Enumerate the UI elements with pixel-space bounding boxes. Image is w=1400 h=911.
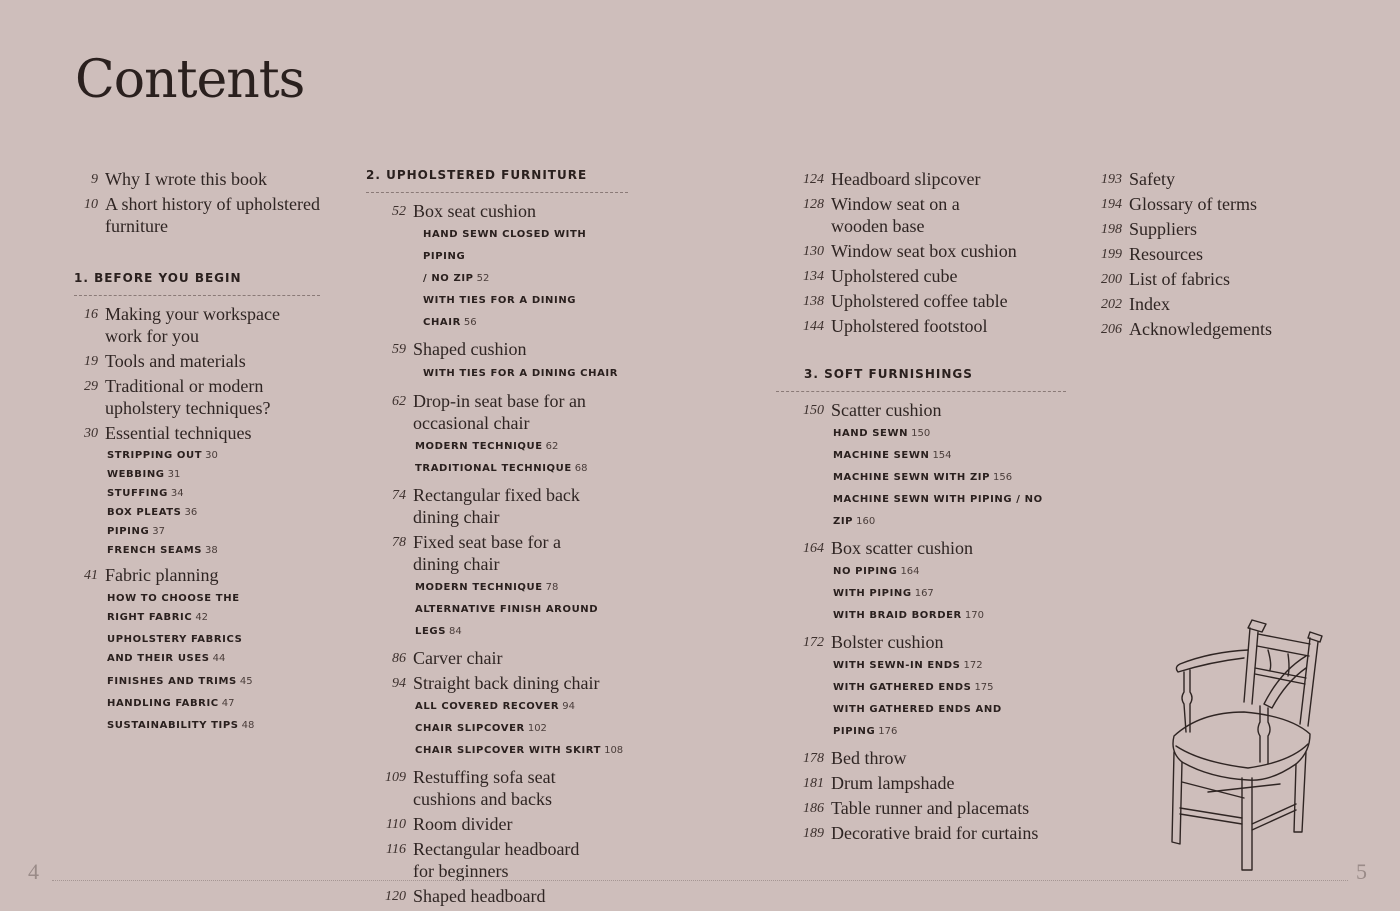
toc-entry[interactable] bbox=[48, 564, 320, 735]
toc-entry[interactable] bbox=[774, 747, 1066, 769]
toc-column-2 bbox=[366, 168, 628, 910]
entry-title: Restuffing sofa seat cushions and backs bbox=[413, 767, 556, 809]
subentry[interactable]: FINISHES AND TRIMS 45 bbox=[107, 676, 253, 687]
toc-entry[interactable] bbox=[48, 375, 320, 419]
page-number: 164 bbox=[803, 541, 824, 556]
subentry[interactable]: WITH SEWN-IN ENDS 172 bbox=[833, 660, 983, 671]
page-number: 94 bbox=[392, 676, 406, 691]
toc-entry[interactable] bbox=[774, 399, 1066, 533]
page-number: 9 bbox=[91, 172, 98, 187]
page-number: 186 bbox=[803, 801, 824, 816]
entry-title: Why I wrote this book bbox=[105, 169, 267, 189]
entry-title: Suppliers bbox=[1129, 219, 1198, 239]
subentry-list bbox=[831, 423, 1066, 533]
entry-title: Acknowledgements bbox=[1129, 319, 1272, 339]
toc-entry[interactable] bbox=[356, 390, 628, 480]
subentry[interactable]: ALL COVERED RECOVER 94 bbox=[415, 701, 575, 712]
page-number: 124 bbox=[803, 172, 824, 187]
section-heading: 1. BEFORE YOU BEGIN bbox=[74, 271, 320, 296]
toc-column-4 bbox=[1072, 168, 1312, 343]
page-number: 198 bbox=[1101, 222, 1122, 237]
page-number: 109 bbox=[385, 770, 406, 785]
entry-title: Traditional or modern upholstery techniques? bbox=[105, 376, 271, 418]
page-number: 41 bbox=[84, 568, 98, 583]
entry-title: Drum lampshade bbox=[831, 773, 955, 793]
subentry[interactable]: STRIPPING OUT 30 bbox=[107, 450, 218, 461]
section-heading: 3. SOFT FURNISHINGS bbox=[776, 367, 1066, 392]
toc-entry[interactable] bbox=[356, 531, 628, 643]
subentry[interactable]: WITH GATHERED ENDS AND PIPING 176 bbox=[833, 704, 1002, 737]
toc-entry[interactable] bbox=[774, 265, 1066, 287]
subentry[interactable]: UPHOLSTERY FABRICS AND THEIR USES 44 bbox=[107, 634, 243, 664]
toc-entry[interactable] bbox=[356, 838, 628, 882]
toc-entry[interactable] bbox=[1072, 293, 1312, 315]
entry-title: Table runner and placemats bbox=[831, 798, 1030, 818]
entry-title: Headboard slipcover bbox=[831, 169, 981, 189]
toc-entry[interactable] bbox=[774, 822, 1066, 844]
subentry[interactable]: PIPING 37 bbox=[107, 526, 166, 537]
entry-title: Carver chair bbox=[413, 648, 503, 668]
toc-entry[interactable] bbox=[48, 168, 320, 190]
page-number: 62 bbox=[392, 394, 406, 409]
toc-entry[interactable] bbox=[1072, 193, 1312, 215]
page-number: 110 bbox=[386, 817, 406, 832]
subentry[interactable]: WITH TIES FOR A DINING CHAIR bbox=[423, 368, 619, 379]
entry-title: Fabric planning bbox=[105, 565, 219, 585]
subentry[interactable]: STUFFING 34 bbox=[107, 488, 184, 499]
page-number: 52 bbox=[392, 204, 406, 219]
entry-title: Bed throw bbox=[831, 748, 907, 768]
entry-title: Window seat on a wooden base bbox=[831, 194, 960, 236]
subentry[interactable]: WEBBING 31 bbox=[107, 469, 181, 480]
subentry[interactable]: MACHINE SEWN WITH ZIP 156 bbox=[833, 472, 1013, 483]
page-number: 193 bbox=[1101, 172, 1122, 187]
subentry[interactable]: HAND SEWN CLOSED WITH PIPING / NO ZIP 52 bbox=[423, 229, 587, 284]
entry-title: Decorative braid for curtains bbox=[831, 823, 1039, 843]
subentry[interactable]: BOX PLEATS 36 bbox=[107, 507, 198, 518]
subentry[interactable]: HAND SEWN 150 bbox=[833, 428, 931, 439]
toc-entry[interactable] bbox=[356, 647, 628, 669]
entry-title: Rectangular headboard for beginners bbox=[413, 839, 580, 881]
page-number: 150 bbox=[803, 403, 824, 418]
toc-entry[interactable] bbox=[1072, 318, 1312, 340]
page-number: 78 bbox=[392, 535, 406, 550]
toc-entry[interactable] bbox=[774, 240, 1066, 262]
page-number: 134 bbox=[803, 269, 824, 284]
subentry[interactable]: WITH GATHERED ENDS 175 bbox=[833, 682, 994, 693]
toc-entry[interactable] bbox=[774, 290, 1066, 312]
subentry[interactable]: HOW TO CHOOSE THE RIGHT FABRIC 42 bbox=[107, 593, 240, 623]
page-number: 181 bbox=[803, 776, 824, 791]
page-number: 128 bbox=[803, 197, 824, 212]
subentry[interactable]: WITH PIPING 167 bbox=[833, 588, 934, 599]
toc-column-1 bbox=[48, 168, 320, 739]
entry-title: Straight back dining chair bbox=[413, 673, 600, 693]
page-number: 59 bbox=[392, 342, 406, 357]
entry-title: Glossary of terms bbox=[1129, 194, 1257, 214]
page-number: 138 bbox=[803, 294, 824, 309]
toc-entry[interactable] bbox=[48, 350, 320, 372]
entry-title: Essential techniques bbox=[105, 423, 252, 443]
toc-entry[interactable] bbox=[1072, 243, 1312, 265]
entry-title: Scatter cushion bbox=[831, 400, 942, 420]
subentry-list bbox=[105, 589, 320, 735]
subentry[interactable]: MACHINE SEWN WITH PIPING / NO ZIP 160 bbox=[833, 494, 1043, 527]
subentry[interactable]: ALTERNATIVE FINISH AROUND LEGS 84 bbox=[415, 604, 599, 637]
toc-entry[interactable] bbox=[356, 813, 628, 835]
subentry-list bbox=[413, 224, 628, 334]
subentry[interactable]: CHAIR SLIPCOVER 102 bbox=[415, 723, 547, 734]
entry-title: Tools and materials bbox=[105, 351, 246, 371]
entry-title: Upholstered footstool bbox=[831, 316, 988, 336]
section-heading: 2. UPHOLSTERED FURNITURE bbox=[366, 168, 628, 193]
subentry[interactable]: MODERN TECHNIQUE 78 bbox=[415, 582, 559, 593]
subentry-list bbox=[413, 436, 628, 480]
page-number: 30 bbox=[84, 426, 98, 441]
page-number: 199 bbox=[1101, 247, 1122, 262]
toc-entry[interactable] bbox=[774, 631, 1066, 743]
subentry[interactable]: TRADITIONAL TECHNIQUE 68 bbox=[415, 463, 588, 474]
entry-title: Safety bbox=[1129, 169, 1175, 189]
toc-entry[interactable] bbox=[774, 315, 1066, 337]
page-number: 200 bbox=[1101, 272, 1122, 287]
entry-title: Fixed seat base for a dining chair bbox=[413, 532, 561, 574]
page-number-left: 4 bbox=[28, 859, 39, 884]
toc-entry[interactable] bbox=[774, 537, 1066, 627]
page-number-right: 5 bbox=[1356, 859, 1367, 884]
toc-entry[interactable] bbox=[1072, 168, 1312, 190]
subentry[interactable]: CHAIR SLIPCOVER WITH SKIRT 108 bbox=[415, 745, 624, 756]
entry-title: Drop-in seat base for an occasional chair bbox=[413, 391, 586, 433]
page-number: 10 bbox=[84, 197, 98, 212]
page-number: 19 bbox=[84, 354, 98, 369]
armchair-illustration bbox=[1160, 612, 1330, 874]
entry-title: Room divider bbox=[413, 814, 513, 834]
subentry-list bbox=[105, 446, 320, 560]
page-number: 120 bbox=[385, 889, 406, 904]
page-number: 144 bbox=[803, 319, 824, 334]
subentry[interactable]: HANDLING FABRIC 47 bbox=[107, 698, 235, 709]
subentry-list bbox=[831, 561, 1066, 627]
entry-title: Box scatter cushion bbox=[831, 538, 973, 558]
entry-title: Index bbox=[1129, 294, 1170, 314]
subentry[interactable]: MACHINE SEWN 154 bbox=[833, 450, 952, 461]
entry-title: Box seat cushion bbox=[413, 201, 536, 221]
subentry[interactable]: FRENCH SEAMS 38 bbox=[107, 545, 218, 556]
toc-entry[interactable] bbox=[356, 885, 628, 907]
subentry[interactable]: WITH TIES FOR A DINING CHAIR 56 bbox=[423, 295, 577, 328]
page-number: 194 bbox=[1101, 197, 1122, 212]
page-number: 29 bbox=[84, 379, 98, 394]
toc-entry[interactable] bbox=[356, 672, 628, 762]
entry-title: Rectangular fixed back dining chair bbox=[413, 485, 580, 527]
subentry-list bbox=[413, 577, 628, 643]
page-number: 16 bbox=[84, 307, 98, 322]
subentry[interactable]: WITH BRAID BORDER 170 bbox=[833, 610, 984, 621]
page-number: 189 bbox=[803, 826, 824, 841]
toc-entry[interactable] bbox=[774, 193, 1066, 237]
entry-title: Upholstered coffee table bbox=[831, 291, 1008, 311]
toc-entry[interactable] bbox=[356, 766, 628, 810]
entry-title: List of fabrics bbox=[1129, 269, 1230, 289]
page-number: 206 bbox=[1101, 322, 1122, 337]
page-number: 130 bbox=[803, 244, 824, 259]
toc-entry[interactable] bbox=[48, 303, 320, 347]
page-number: 74 bbox=[392, 488, 406, 503]
toc-entry[interactable] bbox=[774, 797, 1066, 819]
toc-entry[interactable] bbox=[356, 338, 628, 386]
toc-entry[interactable] bbox=[1072, 218, 1312, 240]
subentry-list bbox=[413, 696, 628, 762]
entry-title: Window seat box cushion bbox=[831, 241, 1017, 261]
entry-title: Shaped cushion bbox=[413, 339, 527, 359]
entry-title: Upholstered cube bbox=[831, 266, 958, 286]
toc-entry[interactable] bbox=[774, 168, 1066, 190]
entry-title: Bolster cushion bbox=[831, 632, 944, 652]
subentry[interactable]: SUSTAINABILITY TIPS 48 bbox=[107, 720, 255, 731]
subentry-list bbox=[413, 362, 628, 386]
page-number: 86 bbox=[392, 651, 406, 666]
footer-rule bbox=[52, 880, 1348, 881]
page-number: 116 bbox=[386, 842, 406, 857]
toc-column-3 bbox=[776, 168, 1066, 847]
toc-entry[interactable] bbox=[356, 484, 628, 528]
entry-title: Shaped headboard bbox=[413, 886, 546, 906]
page-title: Contents bbox=[75, 50, 305, 110]
entry-title: Resources bbox=[1129, 244, 1203, 264]
subentry-list bbox=[831, 655, 1066, 743]
subentry[interactable]: NO PIPING 164 bbox=[833, 566, 920, 577]
entry-title: A short history of upholstered furniture bbox=[105, 194, 320, 236]
toc-entry[interactable] bbox=[1072, 268, 1312, 290]
toc-entry[interactable] bbox=[774, 772, 1066, 794]
toc-entry[interactable] bbox=[356, 200, 628, 334]
page-number: 202 bbox=[1101, 297, 1122, 312]
page-number: 178 bbox=[803, 751, 824, 766]
page-number: 172 bbox=[803, 635, 824, 650]
subentry[interactable]: MODERN TECHNIQUE 62 bbox=[415, 441, 559, 452]
toc-entry[interactable] bbox=[48, 422, 320, 560]
entry-title: Making your workspace work for you bbox=[105, 304, 280, 346]
toc-entry[interactable] bbox=[48, 193, 320, 237]
